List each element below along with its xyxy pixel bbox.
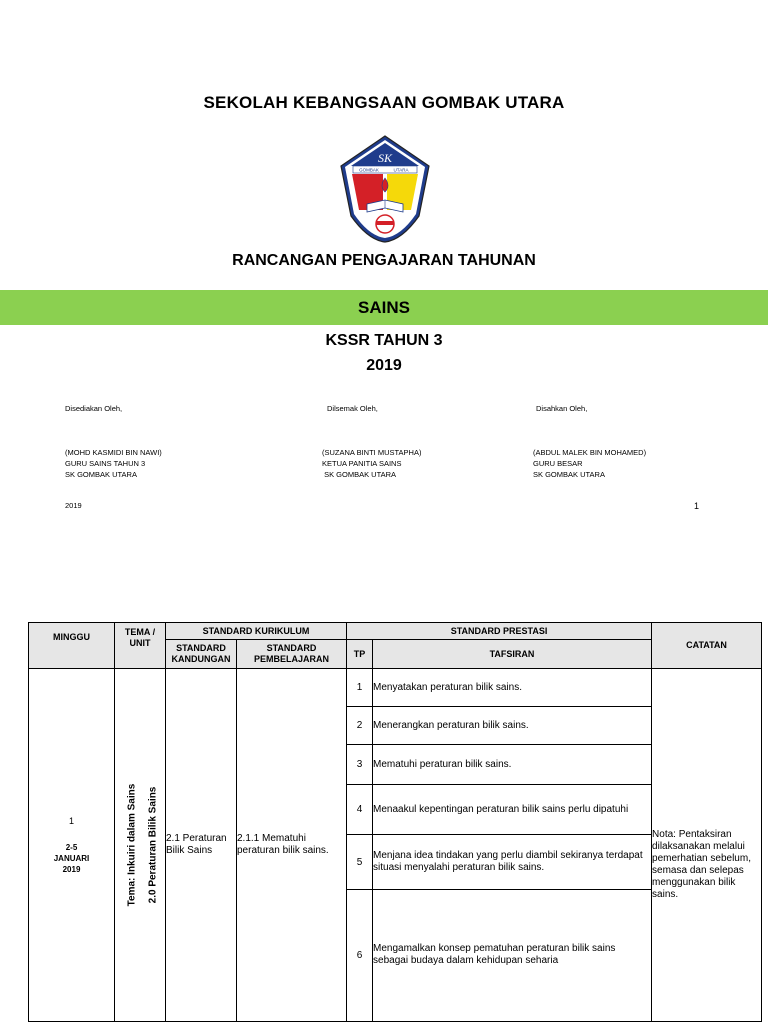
checked-by-role: KETUA PANITIA SAINS — [322, 459, 402, 468]
svg-text:UTARA: UTARA — [393, 167, 409, 173]
approved-by-label: Disahkan Oleh, — [536, 404, 588, 413]
logo-initials: SK — [377, 151, 393, 165]
catatan-cell: Nota: Pentaksiran dilaksanakan melalui pemerhatian sebelum, semasa dan selepas menggunakan bilik sains. — [652, 669, 762, 1022]
tp-value: 3 — [347, 745, 373, 785]
week-date: 2-5 JANUARI 2019 — [53, 842, 90, 874]
header-standard-kandungan: STANDARD KANDUNGAN — [166, 640, 237, 669]
header-minggu: MINGGU — [29, 623, 115, 669]
school-logo — [339, 134, 431, 244]
tp-value: 5 — [347, 835, 373, 889]
page-number: 1 — [694, 501, 700, 511]
tafsiran-text: Menaakul kepentingan peraturan bilik sains perlu dipatuhi — [373, 785, 652, 835]
header-tafsiran: TAFSIRAN — [373, 640, 652, 669]
tema-unit-cell — [115, 669, 166, 1022]
week-number: 1 — [68, 815, 74, 826]
approved-by-name: (ABDUL MALEK BIN MOHAMED) — [533, 448, 647, 457]
tafsiran-text: Mematuhi peraturan bilik sains. — [373, 745, 652, 785]
tp-value: 6 — [347, 889, 373, 1021]
header-tema-unit: TEMA / UNIT — [115, 623, 166, 669]
tafsiran-text: Menerangkan peraturan bilik sains. — [373, 707, 652, 745]
prepared-by-block — [65, 447, 162, 480]
prepared-by-school: SK GOMBAK UTARA — [65, 470, 137, 479]
svg-text:GOMBAK: GOMBAK — [359, 167, 379, 173]
minggu-cell — [29, 669, 115, 1022]
header-row-1 — [29, 623, 762, 640]
header-standard-prestasi: STANDARD PRESTASI — [347, 623, 652, 640]
footer-year: 2019 — [65, 501, 82, 510]
subject-band: SAINS — [0, 290, 768, 325]
header-catatan: CATATAN — [652, 623, 762, 669]
tp-value: 2 — [347, 707, 373, 745]
approved-by-block — [533, 447, 646, 480]
prepared-by-role: GURU SAINS TAHUN 3 — [65, 459, 146, 468]
checked-by-label: Dilsemak Oleh, — [327, 404, 378, 413]
school-name: SEKOLAH KEBANGSAAN GOMBAK UTARA — [203, 93, 565, 112]
tema-label: Tema: Inkuiri dalam Sains — [126, 783, 138, 907]
prepared-by-name: (MOHD KASMIDI BIN NAWI) — [65, 448, 162, 457]
tafsiran-text: Menjana idea tindakan yang perlu diambil sekiranya terdapat situasi menyalahi peraturan bilik sains. — [373, 835, 652, 889]
prepared-by-label: Disediakan Oleh, — [65, 404, 123, 413]
checked-by-block — [322, 447, 421, 480]
header-standard-pembelajaran: STANDARD PEMBELAJARAN — [237, 640, 347, 669]
tafsiran-text: Menyatakan peraturan bilik sains. — [373, 669, 652, 707]
standard-pembelajaran-cell: 2.1.1 Mematuhi peraturan bilik sains. — [237, 669, 347, 1022]
approved-by-role: GURU BESAR — [533, 459, 583, 468]
plan-title: RANCANGAN PENGAJARAN TAHUNAN — [232, 252, 536, 269]
tp-value: 4 — [347, 785, 373, 835]
tafsiran-text: Mengamalkan konsep pematuhan peraturan bilik sains sebagai budaya dalam kehidupan seharia — [373, 889, 652, 1021]
approved-by-school: SK GOMBAK UTARA — [533, 470, 605, 479]
checked-by-name: (SUZANA BINTI MUSTAPHA) — [322, 448, 422, 457]
tp-value: 1 — [347, 669, 373, 707]
unit-label: 2.0 Peraturan Bilik Sains — [147, 786, 159, 904]
header-tp: TP — [347, 640, 373, 669]
standard-kandungan-cell: 2.1 Peraturan Bilik Sains — [166, 669, 237, 1022]
kssr-year-level: KSSR TAHUN 3 — [325, 332, 443, 349]
table-row — [29, 669, 762, 707]
checked-by-school: SK GOMBAK UTARA — [322, 470, 397, 479]
curriculum-table — [28, 622, 762, 1022]
plan-year: 2019 — [366, 357, 402, 374]
header-standard-kurikulum: STANDARD KURIKULUM — [166, 623, 347, 640]
